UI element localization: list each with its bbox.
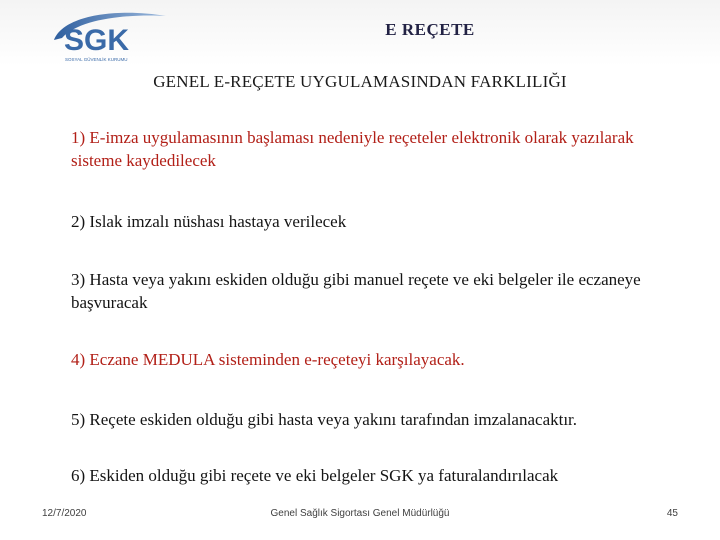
logo-tagline: SOSYAL GÜVENLİK KURUMU bbox=[65, 57, 128, 62]
sgk-logo-graphic bbox=[50, 6, 172, 68]
list-item-2: 2) Islak imzalı nüshası hastaya verilecek bbox=[71, 212, 347, 231]
footer-organization: Genel Sağlık Sigortası Genel Müdürlüğü bbox=[270, 508, 450, 519]
page-number: 45 bbox=[666, 508, 678, 519]
slide-title: E REÇETE bbox=[385, 20, 475, 39]
list-item-3: 3) Hasta veya yakını eskiden olduğu gibi manuel reçete ve eki belgeler ile eczaneye başvuracak bbox=[71, 270, 641, 312]
sgk-logo bbox=[50, 6, 172, 68]
list-item-1: 1) E-imza uygulamasının başlaması nedeniyle reçeteler elektronik olarak yazılarak sisteme kaydedilecek bbox=[71, 128, 634, 170]
logo-text: SGK bbox=[64, 24, 130, 57]
list-item-6: 6) Eskiden olduğu gibi reçete ve eki belgeler SGK ya faturalandırılacak bbox=[71, 466, 559, 485]
slide-subtitle: GENEL E-REÇETE UYGULAMASINDAN FARKLILIĞI bbox=[153, 72, 567, 91]
footer-date: 12/7/2020 bbox=[42, 508, 87, 519]
list-item-4: 4) Eczane MEDULA sisteminden e-reçeteyi karşılayacak. bbox=[71, 350, 465, 369]
list-item-5: 5) Reçete eskiden olduğu gibi hasta veya yakını tarafından imzalanacaktır. bbox=[71, 410, 578, 429]
